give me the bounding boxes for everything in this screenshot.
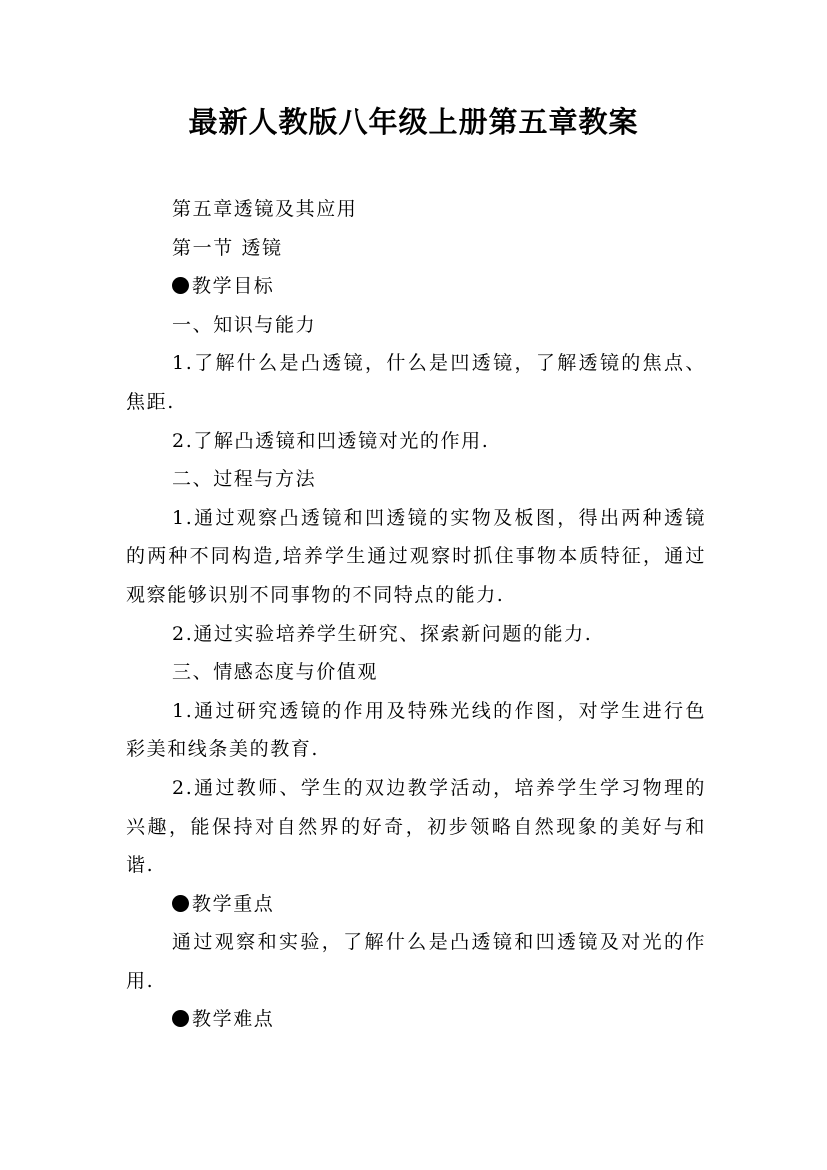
paragraph: 2.通过实验培养学生研究、探索新问题的能力. — [172, 622, 593, 645]
process-method-heading: 二、过程与方法 — [172, 468, 317, 491]
paragraph: 1.了解什么是凸透镜，什么是凹透镜，了解透镜的焦点、焦距. — [126, 352, 706, 413]
bullet-icon — [172, 277, 189, 294]
paragraph: 1.通过研究透镜的作用及特殊光线的作图，对学生进行色彩美和线条美的教育. — [126, 699, 706, 761]
teaching-goals-heading: 教学目标 — [126, 267, 706, 306]
paragraph: 通过观察和实验，了解什么是凸透镜和凹透镜及对光的作用. — [126, 931, 706, 992]
knowledge-ability-heading: 一、知识与能力 — [172, 313, 317, 336]
bullet-icon — [172, 895, 189, 912]
chapter-heading: 第五章透镜及其应用 — [172, 198, 358, 220]
attitude-values-heading: 三、情感态度与价值观 — [172, 661, 379, 684]
key-points-heading: 教学重点 — [126, 885, 706, 924]
bullet-icon — [172, 1010, 189, 1027]
section-heading: 第一节 透镜 — [172, 236, 283, 259]
paragraph: 2.了解凸透镜和凹透镜对光的作用. — [172, 429, 490, 452]
paragraph: 1.通过观察凸透镜和凹透镜的实物及板图，得出两种透镜的两种不同构造,培养学生通过观察时抓住事物本质特征，通过观察能够识别不同事物的不同特点的能力. — [126, 506, 706, 606]
difficult-points-heading: 教学难点 — [126, 1000, 706, 1039]
paragraph: 2.通过教师、学生的双边教学活动，培养学生学习物理的兴趣，能保持对自然界的好奇，初步领略自然现象的美好与和谐. — [126, 776, 706, 877]
document-body — [126, 190, 706, 1039]
document-title: 最新人教版八年级上册第五章教案 — [188, 105, 639, 139]
